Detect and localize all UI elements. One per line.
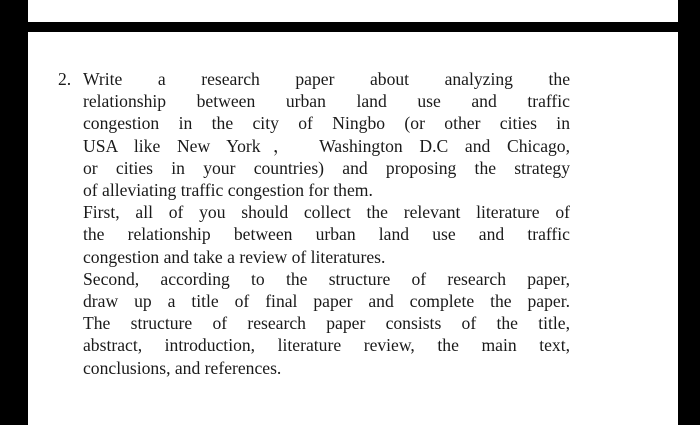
- question-number: 2.: [58, 69, 72, 89]
- question-line-13: abstract, introduction, literature review, the main text,: [83, 335, 570, 356]
- question-line-7: First, all of you should collect the relevant literature of: [83, 202, 570, 223]
- question-line-11: draw up a title of final paper and complete the paper.: [83, 291, 570, 312]
- question-2: [58, 68, 570, 379]
- question-line-5: or cities in your countries) and proposing the strategy: [83, 157, 570, 178]
- question-line-14: conclusions, and references.: [83, 357, 282, 378]
- question-line-3: congestion in the city of Ningbo (or other cities in: [83, 113, 570, 134]
- question-line-2: relationship between urban land use and traffic: [83, 91, 570, 112]
- question-line-9: congestion and take a review of literatures.: [83, 246, 386, 267]
- question-line-10: Second, according to the structure of research paper,: [83, 268, 570, 289]
- question-line-6: of alleviating traffic congestion for them.: [83, 180, 373, 201]
- previous-page-edge: [28, 0, 678, 22]
- question-line-8: the relationship between urban land use and traffic: [83, 224, 570, 245]
- question-line-1: Write a research paper about analyzing the: [83, 69, 570, 89]
- question-line-4: USA like New York， Washington D.C and Chicago,: [83, 135, 570, 156]
- question-line-12: The structure of research paper consists of the title,: [83, 313, 570, 334]
